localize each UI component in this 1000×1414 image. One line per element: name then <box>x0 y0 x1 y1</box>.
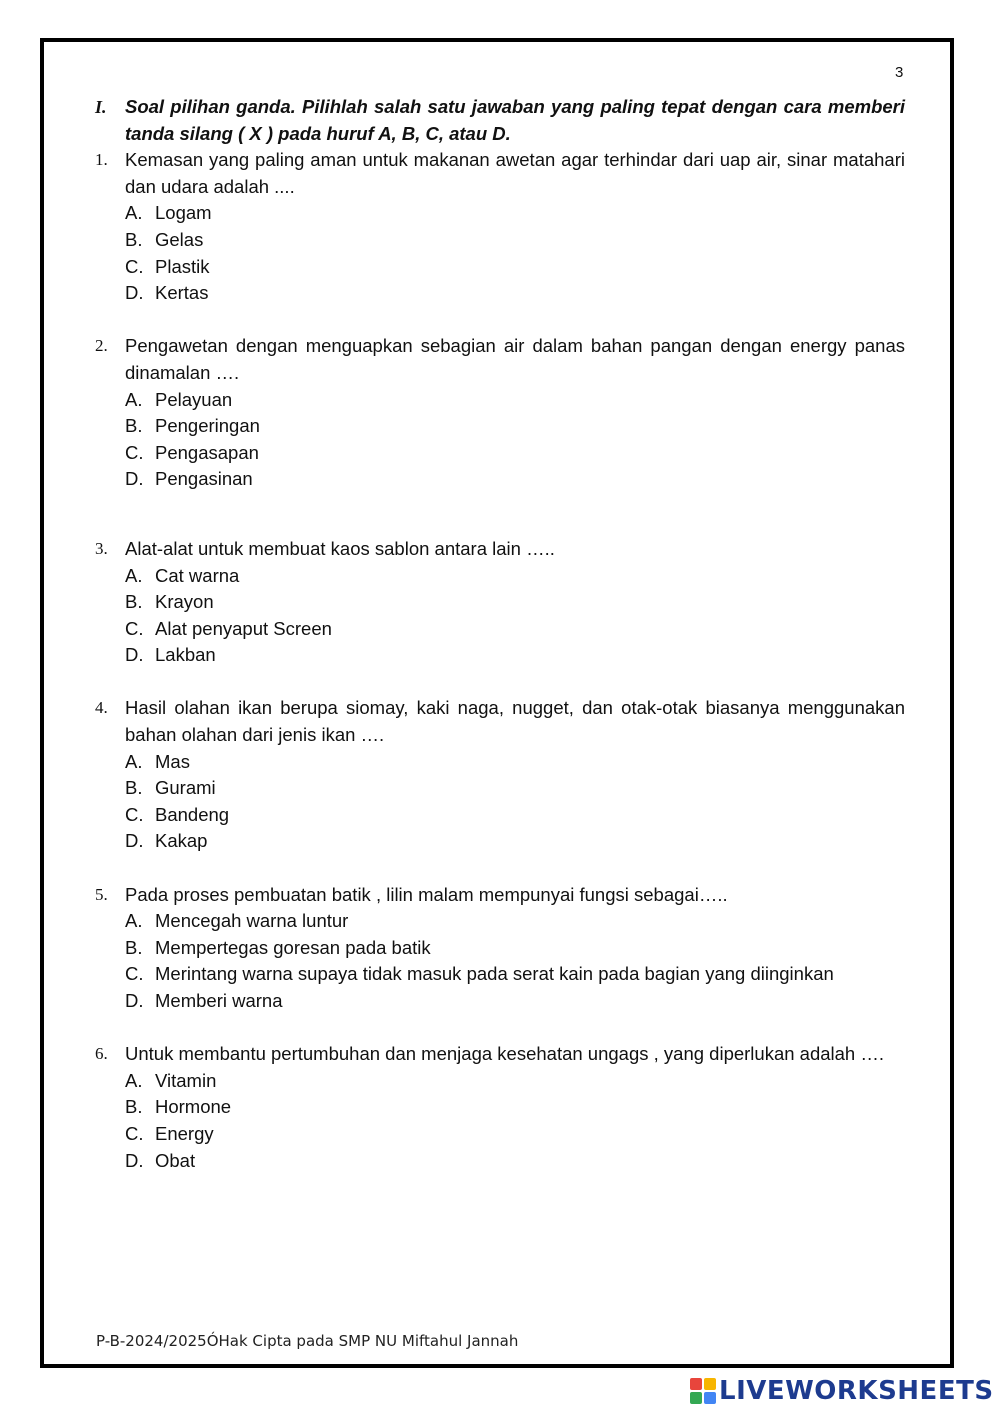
option-letter: A. <box>125 564 143 586</box>
option-text: Cat warna <box>155 564 240 586</box>
option-letter: A. <box>125 910 143 932</box>
option-letter: D. <box>125 282 144 304</box>
option-letter: A. <box>125 388 143 410</box>
option-list <box>95 749 905 855</box>
option-letter: C. <box>125 803 144 825</box>
page-number: 3 <box>895 64 904 81</box>
option-text: Hormone <box>155 1096 232 1118</box>
option-text: Mencegah warna luntur <box>155 910 349 932</box>
option-a[interactable] <box>125 563 905 590</box>
question-text: Untuk membantu pertumbuhan dan menjaga kesehatan ungags , yang diperlukan adalah …. <box>125 1043 885 1065</box>
option-letter: D. <box>125 468 144 490</box>
liveworksheets-logo[interactable] <box>690 1375 994 1407</box>
question-1 <box>95 147 905 307</box>
option-d[interactable] <box>125 988 905 1015</box>
option-text: Lakban <box>155 644 216 666</box>
option-a[interactable] <box>125 749 905 776</box>
option-text: Mempertegas goresan pada batik <box>155 936 431 958</box>
option-d[interactable] <box>125 280 905 307</box>
option-text: Pengasapan <box>155 441 259 463</box>
option-letter: C. <box>125 441 144 463</box>
option-c[interactable] <box>125 616 905 643</box>
question-number: 6. <box>95 1044 108 1064</box>
option-a[interactable] <box>125 387 905 414</box>
option-c[interactable] <box>125 254 905 281</box>
option-text: Kertas <box>155 282 209 304</box>
option-letter: A. <box>125 750 143 772</box>
option-b[interactable] <box>125 413 905 440</box>
option-letter: B. <box>125 777 143 799</box>
option-text: Energy <box>155 1122 214 1144</box>
option-text: Krayon <box>155 591 214 613</box>
option-letter: B. <box>125 936 143 958</box>
option-list <box>95 563 905 669</box>
option-text: Memberi warna <box>155 990 283 1011</box>
option-letter: C. <box>125 1122 144 1144</box>
option-c[interactable] <box>125 440 905 467</box>
option-b[interactable] <box>125 1094 905 1121</box>
option-letter: B. <box>125 1096 143 1118</box>
option-text: Obat <box>155 1149 196 1171</box>
option-text: Pengasinan <box>155 468 253 490</box>
option-letter: C. <box>125 963 144 985</box>
option-list <box>95 908 905 1014</box>
option-d[interactable] <box>125 642 905 669</box>
question-2 <box>95 333 905 493</box>
option-d[interactable] <box>125 1148 905 1175</box>
option-a[interactable] <box>125 908 905 935</box>
question-5 <box>95 882 905 1015</box>
option-a[interactable] <box>125 1068 905 1095</box>
worksheet-content <box>95 94 905 1174</box>
option-list <box>95 387 905 493</box>
question-text: Pada proses pembuatan batik , lilin malam mempunyai fungsi sebagai….. <box>125 883 728 905</box>
question-text: Pengawetan dengan menguapkan sebagian air dalam bahan pangan dengan energy panas dinamalan …. <box>125 335 905 383</box>
option-text: Gelas <box>155 228 204 250</box>
option-c[interactable] <box>125 802 905 829</box>
liveworksheets-logo-icon <box>690 1378 716 1404</box>
question-text: Kemasan yang paling aman untuk makanan awetan agar terhindar dari uap air, sinar matahari dan udara adalah .... <box>125 149 905 197</box>
option-text: Plastik <box>155 255 210 277</box>
question-number: 5. <box>95 884 108 904</box>
option-letter: A. <box>125 202 143 224</box>
option-letter: D. <box>125 644 144 666</box>
option-letter: A. <box>125 1069 143 1091</box>
option-text: Kakap <box>155 830 208 852</box>
option-letter: C. <box>125 255 144 277</box>
liveworksheets-logo-text: LIVEWORKSHEETS <box>719 1376 994 1406</box>
option-text: Bandeng <box>155 803 230 825</box>
question-number: 2. <box>95 336 108 356</box>
option-text: Merintang warna supaya tidak masuk pada serat kain pada bagian yang diinginkan <box>155 963 834 985</box>
section-heading <box>95 94 905 147</box>
option-text: Logam <box>155 202 212 224</box>
option-text: Vitamin <box>155 1069 217 1091</box>
question-number: 4. <box>95 698 108 718</box>
option-c[interactable] <box>125 961 905 988</box>
option-b[interactable] <box>125 775 905 802</box>
option-text: Mas <box>155 750 190 772</box>
option-d[interactable] <box>125 466 905 493</box>
question-6 <box>95 1041 905 1174</box>
option-b[interactable] <box>125 227 905 254</box>
option-list <box>95 200 905 306</box>
question-text: Hasil olahan ikan berupa siomay, kaki naga, nugget, dan otak-otak biasanya menggunakan bahan olahan dari jenis ikan …. <box>125 697 905 746</box>
option-list <box>95 1068 905 1174</box>
option-text: Alat penyaput Screen <box>155 617 332 639</box>
option-b[interactable] <box>125 935 905 962</box>
option-letter: B. <box>125 228 143 250</box>
question-text: Alat-alat untuk membuat kaos sablon antara lain ….. <box>125 537 555 559</box>
section-numeral: I. <box>95 97 107 117</box>
option-letter: D. <box>125 830 144 852</box>
option-letter: C. <box>125 617 144 639</box>
option-text: Pelayuan <box>155 388 233 410</box>
option-d[interactable] <box>125 828 905 855</box>
option-letter: B. <box>125 415 143 437</box>
question-3 <box>95 536 905 669</box>
option-b[interactable] <box>125 589 905 616</box>
option-text: Gurami <box>155 777 216 799</box>
question-4 <box>95 695 905 855</box>
option-c[interactable] <box>125 1121 905 1148</box>
option-letter: B. <box>125 591 143 613</box>
option-letter: D. <box>125 990 144 1011</box>
option-a[interactable] <box>125 200 905 227</box>
option-text: Pengeringan <box>155 415 260 437</box>
section-instruction: Soal pilihan ganda. Pilihlah salah satu jawaban yang paling tepat dengan cara memberi tanda silang ( X ) pada huruf A, B, C, atau D. <box>125 96 905 144</box>
option-letter: D. <box>125 1149 144 1171</box>
question-number: 3. <box>95 538 108 558</box>
copyright-footer: P-B-2024/2025ÓHak Cipta pada SMP NU Miftahul Jannah <box>96 1332 519 1350</box>
question-number: 1. <box>95 150 108 170</box>
